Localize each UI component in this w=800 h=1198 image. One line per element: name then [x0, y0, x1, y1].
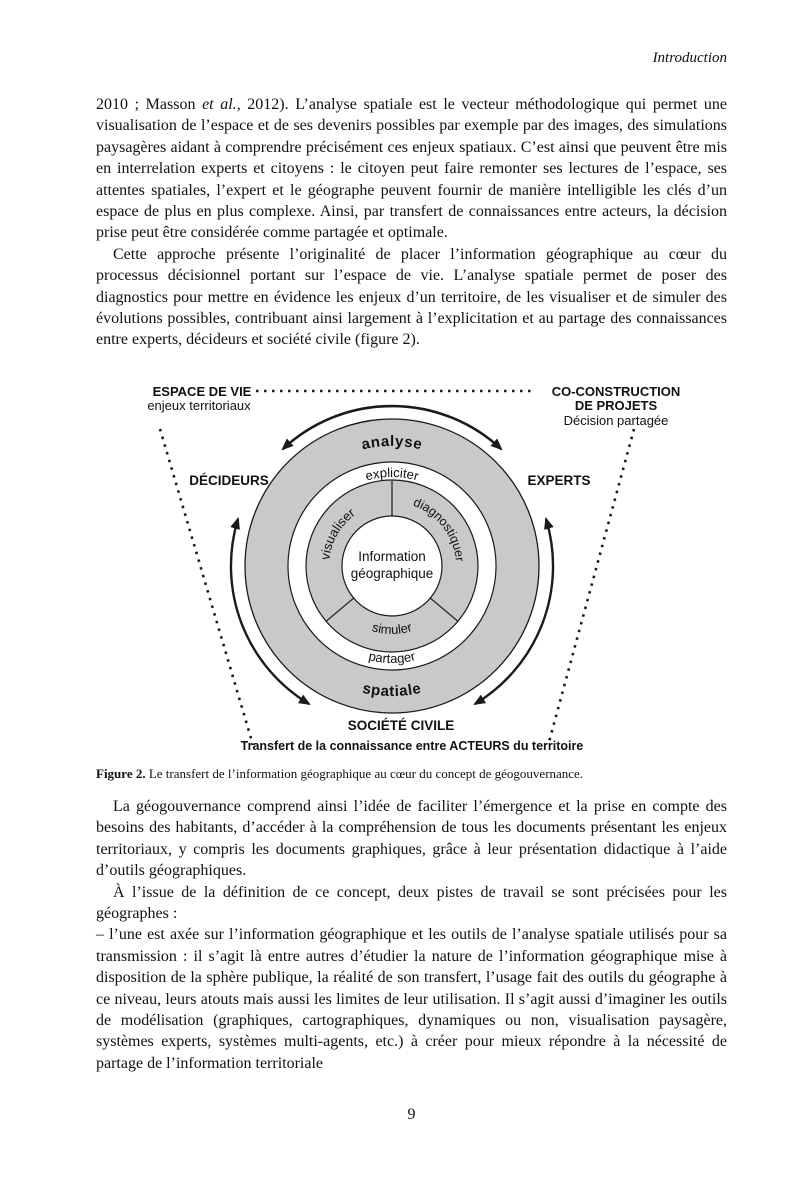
- paragraph-1-text: 2010 ; Masson: [96, 96, 203, 113]
- figure-caption-text: Le transfert de l’information géographique au cœur du concept de géogouvernance.: [145, 766, 584, 781]
- paragraph-1: [96, 94, 727, 244]
- ring-label-analyse-text: analyse: [359, 432, 425, 454]
- figure-caption: [96, 766, 727, 782]
- body-text-block-2: [96, 796, 727, 1074]
- running-header: Introduction: [652, 50, 727, 66]
- label-espace-de-vie: ESPACE DE VIE: [152, 384, 252, 399]
- paragraph-2: Cette approche présente l’originalité de placer l’information géographique au cœur du processus décisionnel portant sur l’espace de vie. L’analyse spatiale permet de poser des diagnostics pour mettre en évidence les enjeux d’un territoire, de les visualiser et de simuler des évolutions possibles, contribuant ainsi largement à l’explicitation et au partage des connaissances entre experts, décideurs et société civile (figure 2).: [96, 245, 727, 349]
- figure-2-diagram: [130, 378, 700, 758]
- center-label-line1: Information: [358, 549, 426, 564]
- paragraph-1-text-cont: , 2012). L’analyse spatiale est le vecteur méthodologique qui permet une visualisation de l’espace et de ses devenirs possibles par exemple par des images, des simulations paysagères aidant à comprendre précisément ces enjeux spatiaux. C’est ainsi que peuvent être mis en interrelation experts et citoyens : le citoyen peut faire remonter ses lectures de l’espace, ses attentes spatiales, l’expert et le géographe peuvent fournir de manière intelligible les clés d’un espace de plus en plus complexe. Ainsi, par transfert de connaissances entre acteurs, la décision prise peut être considérée comme partagée et optimale.: [96, 96, 727, 242]
- label-de-projets: DE PROJETS: [574, 398, 658, 413]
- figure-caption-label: Figure 2.: [96, 766, 146, 781]
- page-number: 9: [407, 1106, 416, 1123]
- paragraph-5-list-item: – l’une est axée sur l’information géographique et les outils de l’analyse spatiale utilisés pour sa transmission : il s’agit là entre autres d’étudier la nature de l’information géographique mise à disposition de la sphère publique, la réalité de son transfert, l’usage fait des outils du géographe à ce niveau, leurs atouts mais aussi les limites de leur utilisation. Il s’agit aussi d’imaginer les outils de modélisation (graphiques, cartographiques, dynamiques ou non, visualisation paysagère, systèmes experts, systèmes multi-agents, etc.) à créer pour mieux répondre à la nécessité de partage de l’information territoriale: [96, 926, 727, 1072]
- label-experts: EXPERTS: [527, 473, 591, 488]
- paragraph-1-italic: et al.: [202, 96, 237, 113]
- ring-label-diagnostiquer-text: diagnostiquer: [411, 495, 467, 563]
- ring-label-expliciter-text: expliciter: [363, 464, 421, 484]
- label-decideurs: DÉCIDEURS: [189, 473, 269, 488]
- label-enjeux-territoriaux: enjeux territoriaux: [147, 398, 251, 413]
- paragraph-3: La géogouvernance comprend ainsi l’idée de faciliter l’émergence et la prise en compte des besoins des habitants, d’accéder à la compréhension de tous les documents présentant les enjeux territoriaux, y compris les documents graphiques, grâce à leur présentation didactique à l’aide d’outils géographiques.: [96, 798, 727, 880]
- ring-label-partager-text: partager: [367, 648, 417, 667]
- body-text-block-1: [96, 94, 727, 351]
- label-transfert-connaissance: Transfert de la connaissance entre ACTEURS du territoire: [240, 739, 584, 753]
- label-societe-civile: SOCIÉTÉ CIVILE: [347, 718, 455, 733]
- ring-label-spatiale-text: spatiale: [361, 679, 423, 701]
- label-decision-partagee: Décision partagée: [563, 413, 669, 428]
- center-label-line2: géographique: [350, 566, 434, 581]
- ring-label-visualiser-text: visualiser: [317, 504, 358, 561]
- label-co-construction: CO-CONSTRUCTION: [551, 384, 681, 399]
- paragraph-4: À l’issue de la définition de ce concept, deux pistes de travail se sont précisées pour les géographes :: [96, 883, 727, 923]
- ring-label-simuler-text: simuler: [370, 619, 414, 638]
